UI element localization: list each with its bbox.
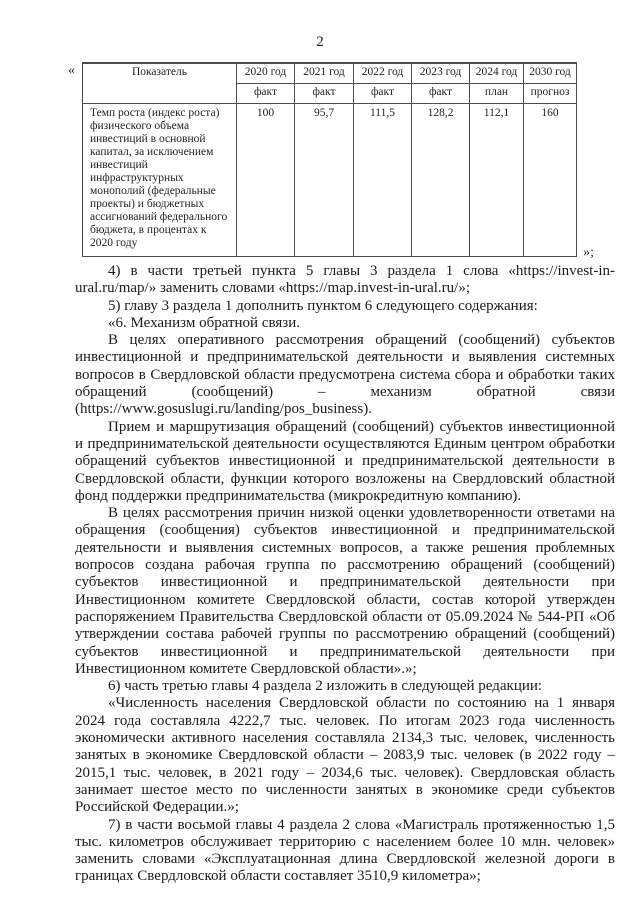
paragraph-item-5: 5) главу 3 раздела 1 дополнить пунктом 6 следующего содержания: [108,297,538,314]
table-header-2023: 2023 год [412,63,470,84]
paragraph-point-6-title: «6. Механизм обратной связи. [108,314,300,331]
indicators-table [82,62,577,257]
paragraph-item-7: 7) в части восьмой главы 4 раздела 2 слова «Магистраль протяженностью 1,5 тыс. километров обслуживает территорию с населением более 10 млн. человек» заменить словами «Эксплуатационная длина Свердловской железной дороги в границах Свердловской области составляет 3510,9 километра»; [75,816,615,885]
table-subheader-fact-2022: факт [354,84,412,104]
table-header-indicator: Показатель [83,63,237,104]
value-cell-2030: 160 [524,104,577,257]
paragraph-feedback-system: В целях оперативного рассмотрения обращений (сообщений) субъектов инвестиционной и предпринимательской деятельности и выявления системных вопросов в Свердловской области предусмотрена система сбора и обработки таких обращений (сообщений) – механизм обратной связи (https://www.gosuslugi.ru/landing/pos_business). [75,332,615,418]
paragraph-routing-center: Прием и маршрутизация обращений (сообщений) субъектов инвестиционной и предпринимательской деятельности осуществляются Единым центром обработки обращений субъектов инвестиционной и предпринимательской деятельности в Свердловской области, функции которого возложены на Свердловский областной фонд поддержки предпринимательства (микрокредитную компанию). [75,418,615,504]
table-subheader-fact-2023: факт [412,84,470,104]
table-header-2022: 2022 год [354,63,412,84]
table-subheader-fact-2020: факт [237,84,295,104]
value-cell-2024: 112,1 [470,104,524,257]
paragraph-item-6: 6) часть третью главы 4 раздела 2 изложить в следующей редакции: [108,678,543,695]
table-subheader-forecast-2030: прогноз [524,84,577,104]
document-body [0,263,640,886]
page-number: 2 [316,34,324,50]
value-cell-2020: 100 [237,104,295,257]
value-cell-2023: 128,2 [412,104,470,257]
paragraph-item-4: 4) в части третьей пункта 5 главы 3 раздела 1 слова «https://invest-in-ural.ru/map/» заменить словами «https://map.invest-in-ural.ru/»; [75,263,615,297]
indicator-label-cell: Темп роста (индекс роста) физического объема инвестиций в основной капитал, за исключением инвестиций инфраструктурных монополий (федеральные проекты) и бюджетных ассигнований федерального бюджета, в процентах к 2020 году [83,104,237,257]
table-header-2020: 2020 год [237,63,295,84]
table-subheader-plan-2024: план [470,84,524,104]
paragraph-working-group: В целях рассмотрения причин низкой оценки удовлетворенности ответами на обращения (сообщения) субъектов инвестиционной и предпринимательской деятельности и выявления системных вопросов, а также решения проблемных вопросов создана рабочая группа по рассмотрению обращений (сообщений) субъектов инвестиционной и предпринимательской деятельности при Инвестиционном комитете Свердловской области, состав которой утвержден распоряжением Правительства Свердловской области от 05.09.2024 № 544-РП «Об утверждении состава рабочей группы по рассмотрению обращений (сообщений) субъектов инвестиционной и предпринимательской деятельности при Инвестиционном комитете Свердловской области».»; [75,505,615,677]
table-subheader-fact-2021: факт [295,84,354,104]
closing-quote-mark: »; [583,245,594,260]
table-header-row-years [83,63,577,84]
value-cell-2021: 95,7 [295,104,354,257]
opening-quote-mark: « [68,63,75,78]
table-row [83,104,577,257]
value-cell-2022: 111,5 [354,104,412,257]
indicators-table-block [68,62,594,260]
table-header-2024: 2024 год [470,63,524,84]
paragraph-population: «Численность населения Свердловской области по состоянию на 1 января 2024 года составляла 4222,7 тыс. человек. По итогам 2023 года численность экономически активного населения составляла 2134,3 тыс. человек, численность занятых в экономике Свердловской области – 2083,9 тыс. человек (в 2022 году – 2015,1 тыс. человек, в 2021 году – 2034,6 тыс. человек). Свердловская область занимает шестое место по численности занятых в экономике среди субъектов Российской Федерации.»; [75,695,615,816]
table-header-2021: 2021 год [295,63,354,84]
table-header-2030: 2030 год [524,63,577,84]
